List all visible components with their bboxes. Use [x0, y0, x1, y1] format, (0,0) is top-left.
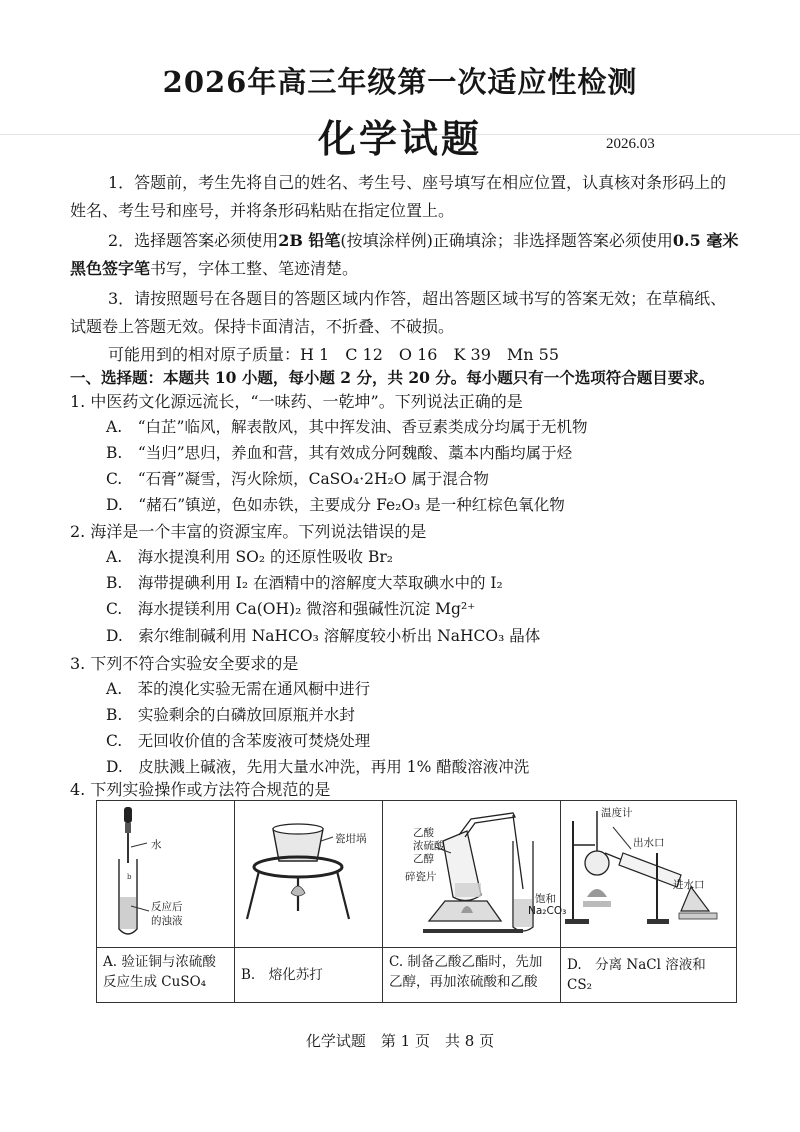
label-na2co3: Na₂CO₃ [528, 905, 567, 917]
q3-option-a: A. 苯的溴化实验无需在通风橱中进行 [106, 680, 371, 698]
notice-2-pencil: 2B 铅笔 [278, 231, 341, 250]
q2-option-c: C. 海水提镁利用 Ca(OH)₂ 微溶和强碱性沉淀 Mg²⁺ [106, 600, 476, 618]
notice-3-line-1: 3．请按照题号在各题目的答题区域内作答，超出答题区域书写的答案无效；在草稿纸、 [108, 289, 727, 308]
q3-option-c: C. 无回收价值的含苯废液可焚烧处理 [106, 732, 371, 750]
q3-stem: 3. 下列不符合实验安全要求的是 [70, 654, 299, 673]
svg-text:b: b [127, 873, 132, 881]
q1-option-c: C. “石膏”凝雪，泻火除烦，CaSO₄·2H₂O 属于混合物 [106, 470, 489, 488]
experiment-b-caption: B. 熔化苏打 [235, 948, 383, 1003]
q2-option-b: B. 海带提碘利用 I₂ 在酒精中的溶解度大萃取碘水中的 I₂ [106, 574, 503, 592]
section-1-heading: 一、选择题：本题共 10 小题，每小题 2 分，共 20 分。每小题只有一个选项符合题目要求。 [70, 368, 715, 387]
experiment-b-figure [235, 801, 383, 948]
experiment-a-caption: A. 验证铜与浓硫酸反应生成 CuSO₄ [97, 948, 235, 1003]
label-saturated: 饱和 [535, 893, 556, 905]
label-reacted: 反应后 [151, 901, 183, 913]
label-acetic-acid: 乙酸 [413, 827, 434, 839]
exam-date: 2026.03 [606, 136, 655, 152]
q2-option-d: D. 索尔维制碱利用 NaHCO₃ 溶解度较小析出 NaHCO₃ 晶体 [106, 627, 541, 645]
distillation-diagram [561, 801, 737, 947]
label-porcelain-crucible: 瓷坩埚 [335, 833, 367, 845]
experiment-d-figure [561, 801, 737, 948]
experiment-c-caption: C. 制备乙酸乙酯时，先加乙醇，再加浓硫酸和乙酸 [383, 948, 561, 1003]
notice-3-line-2: 试题卷上答题无效。保持卡面清洁，不折叠、不破损。 [70, 317, 455, 336]
experiment-a-figure [97, 801, 235, 948]
q1-option-b: B. “当归”思归，养血和营，其有效成分阿魏酸、藁本内酯均属于烃 [106, 444, 573, 462]
label-conc-sulfuric-acid: 浓硫酸 [413, 840, 445, 852]
label-ethanol: 乙醇 [413, 853, 434, 865]
q1-option-d: D. “赭石”镇逆，色如赤铁，主要成分 Fe₂O₃ 是一种红棕色氧化物 [106, 496, 565, 514]
exam-title: 2026年高三年级第一次适应性检测 [162, 65, 638, 99]
experiment-c-figure [383, 801, 567, 948]
notice-2-part-a: 2．选择题答案必须使用 [108, 231, 279, 250]
crucible-diagram [235, 801, 383, 947]
label-thermometer: 温度计 [601, 807, 633, 819]
label-water: 水 [151, 839, 162, 851]
label-water-inlet: 进水口 [673, 879, 705, 891]
notice-2-line-1 [108, 228, 738, 251]
notice-2-pen-size: 0.5 毫米 [672, 231, 739, 250]
label-water-outlet: 出水口 [633, 837, 665, 849]
q4-stem: 4. 下列实验操作或方法符合规范的是 [70, 780, 331, 799]
notice-2-line-2 [70, 256, 358, 279]
q3-option-b: B. 实验剩余的白磷放回原瓶并水封 [106, 706, 355, 724]
experiment-d-caption: D. 分离 NaCl 溶液和 CS₂ [561, 948, 737, 1003]
notice-1-line-1: 1．答题前，考生先将自己的姓名、考生号、座号填写在相应位置，认真核对条形码上的 [108, 173, 727, 192]
label-turbid-liquid: 的浊液 [151, 915, 183, 927]
q1-stem: 1. 中医药文化源远流长，“一味药、一乾坤”。下列说法正确的是 [70, 392, 523, 411]
notice-1-line-2: 姓名、考生号和座号，并将条形码粘贴在指定位置上。 [70, 201, 455, 220]
notice-2-rest: 书写，字体工整、笔迹清楚。 [150, 259, 359, 278]
notice-2-pen-type: 黑色签字笔 [70, 259, 151, 278]
atomic-mass-info: 可能用到的相对原子质量：H 1 C 12 O 16 K 39 Mn 55 [108, 345, 560, 364]
subject-title: 化学试题 [317, 116, 482, 161]
q4-experiment-table [96, 800, 737, 1003]
q1-option-a: A. “白芷”临风，解表散风，其中挥发油、香豆素类成分均属于无机物 [106, 418, 588, 436]
label-porcelain-chips: 碎瓷片 [405, 871, 437, 883]
q2-stem: 2. 海洋是一个丰富的资源宝库。下列说法错误的是 [70, 522, 427, 541]
page-footer: 化学试题 第 1 页 共 8 页 [305, 1032, 495, 1050]
q3-option-d: D. 皮肤溅上碱液，先用大量水冲洗，再用 1% 醋酸溶液冲洗 [106, 758, 530, 776]
q2-option-a: A. 海水提溴利用 SO₂ 的还原性吸收 Br₂ [106, 548, 393, 566]
notice-2-part-c: (按填涂样例)正确填涂；非选择题答案必须使用 [340, 231, 673, 250]
